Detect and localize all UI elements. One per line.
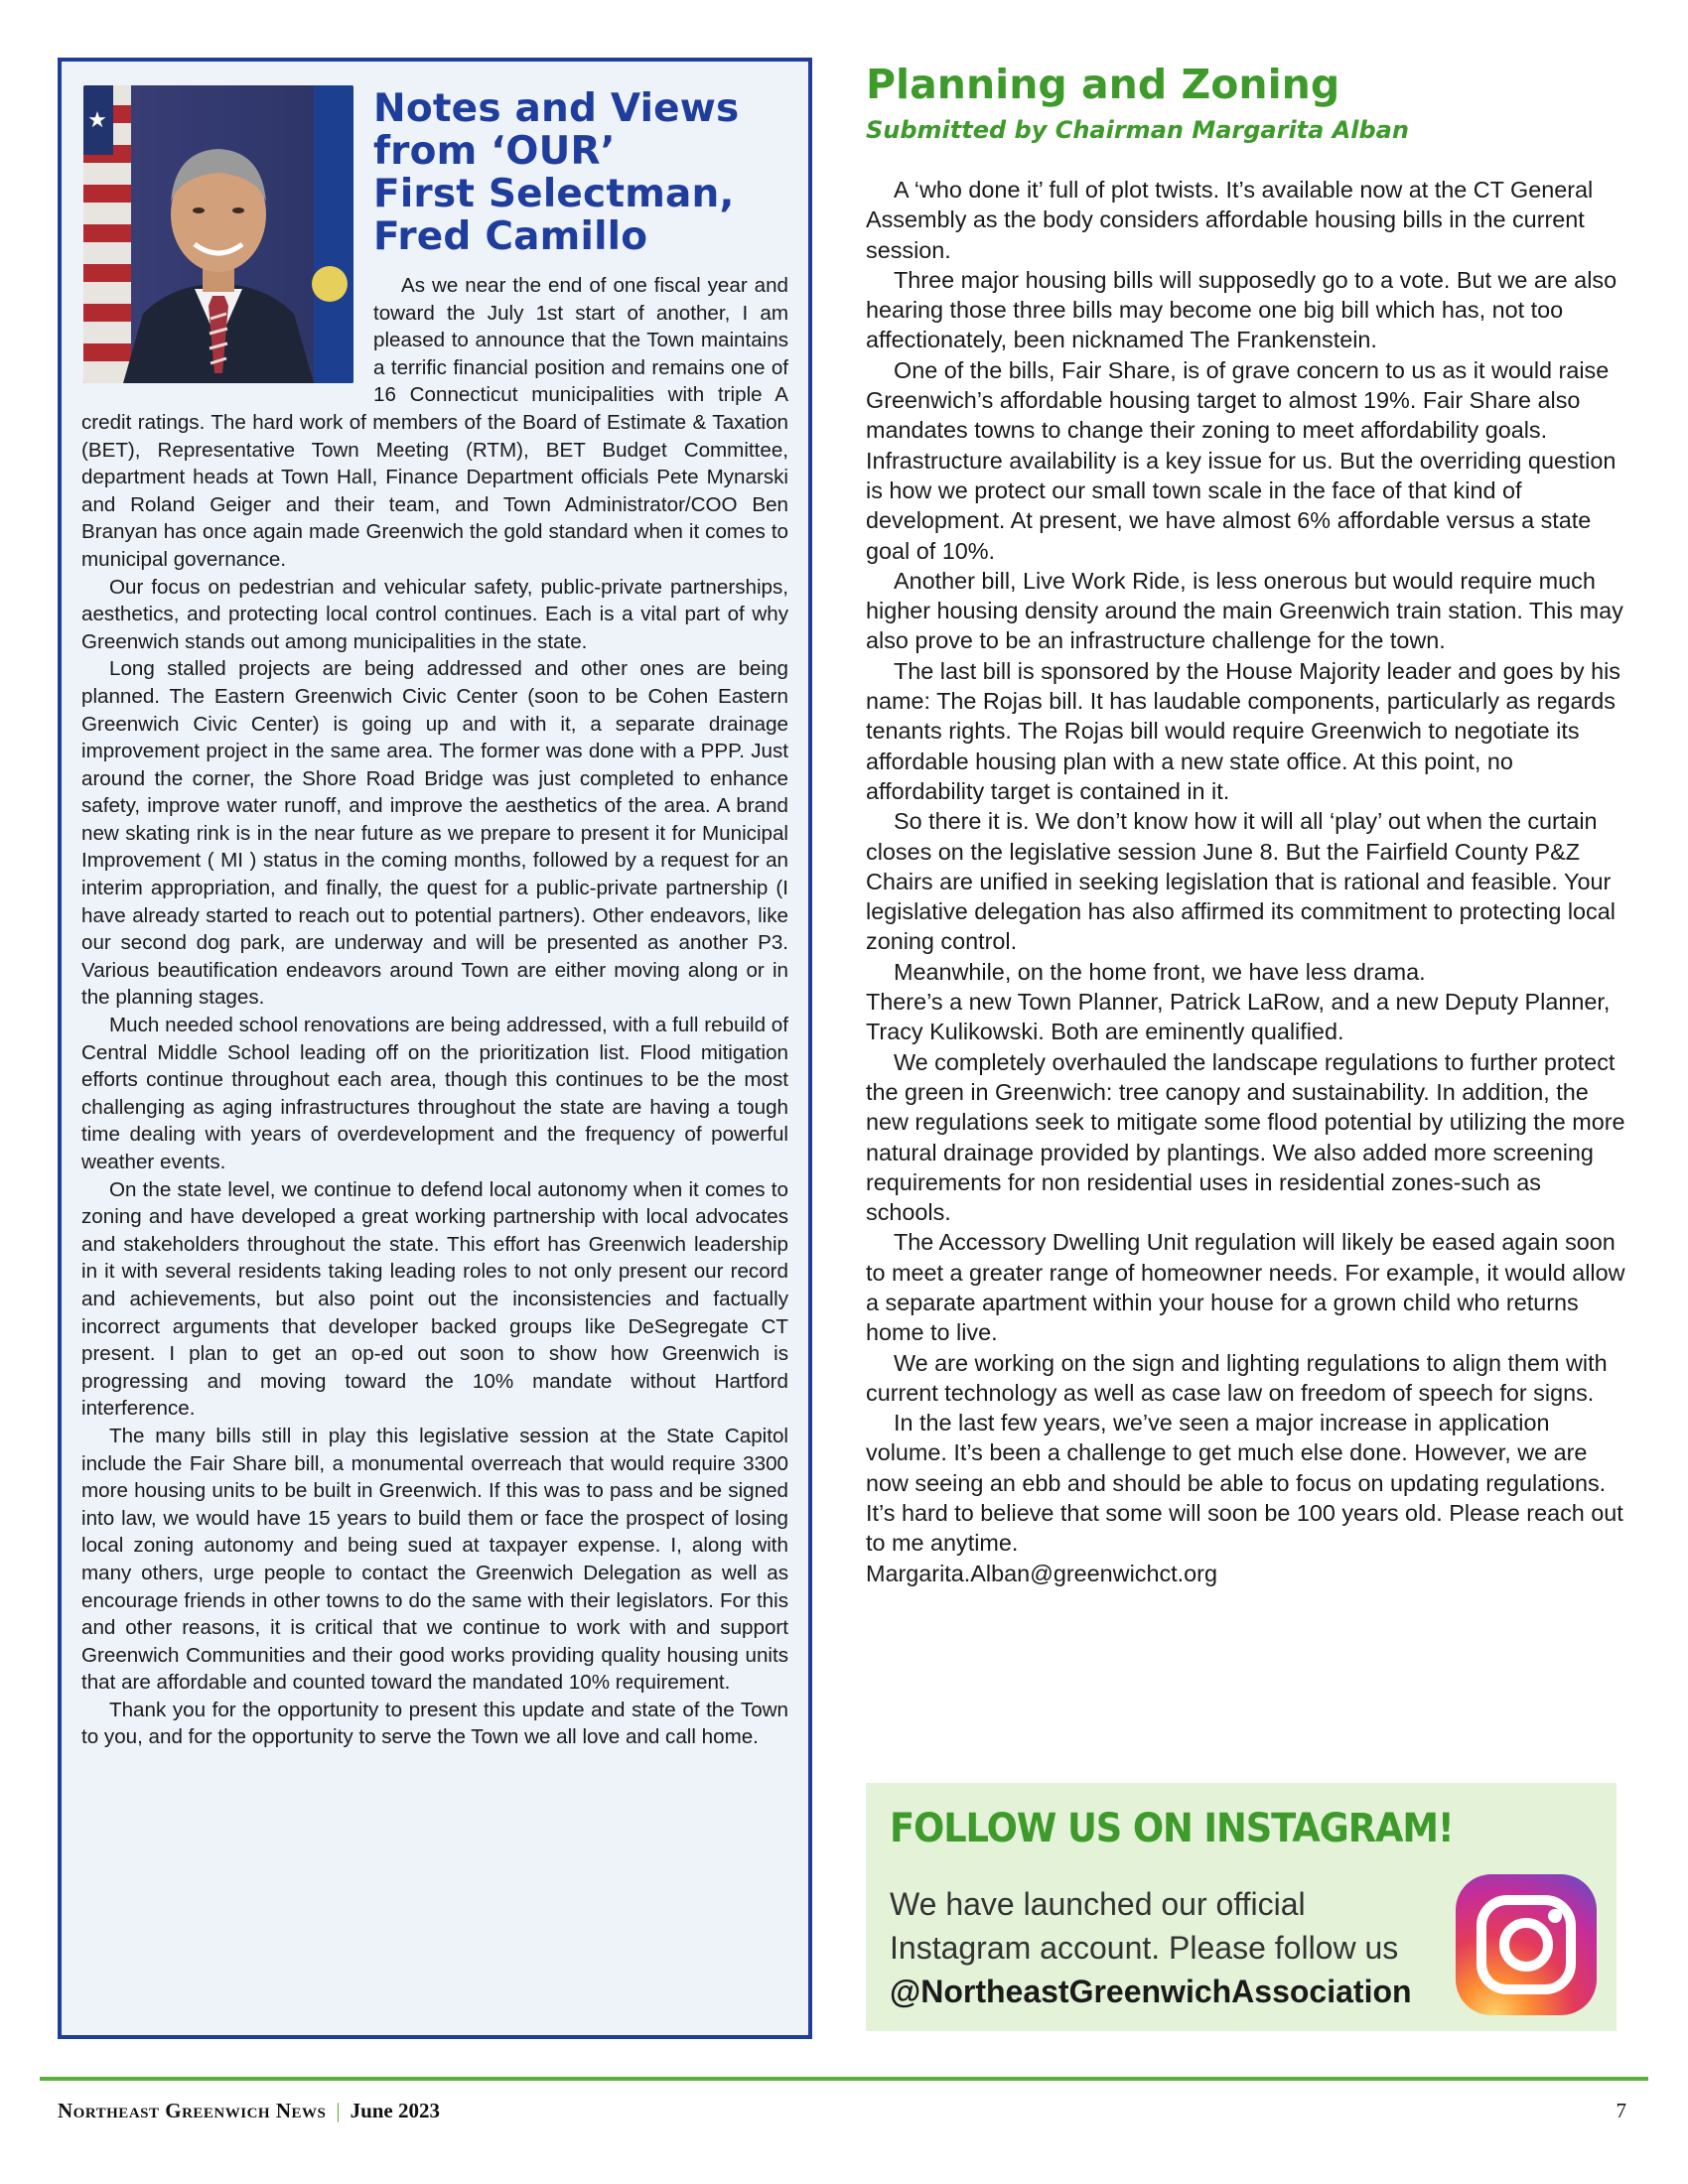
planning-zoning-article [866,60,1630,1588]
paragraph: A ‘who done it’ full of plot twists. It’s available now at the CT General Assembly as the body considers affordable housing bills in the current session. [866,177,1594,263]
title-line: Fred Camillo [373,214,648,259]
paragraph: Meanwhile, on the home front, we have less drama. [894,958,1426,985]
paragraph: There’s a new Town Planner, Patrick LaRow, and a new Deputy Planner, Tracy Kulikowski. Both are eminently qualified. [866,989,1611,1045]
paragraph: Three major housing bills will supposedly go to a vote. But we are also hearing those three bills may become one big bill which has, not too affectionately, been nicknamed The Frankenstein. [866,266,1618,353]
title-line: from ‘OUR’ [373,129,616,174]
author-email-link[interactable]: Margarita.Alban@greenwichct.org [866,1560,1217,1586]
paragraph: Our focus on pedestrian and vehicular safety, public-private partnerships, aesthetics, and protecting local control continues. Each is a vital part of why Greenwich stands out among municipalities in the state. [81,575,788,653]
promo-text [890,1882,1446,2013]
paragraph: As we near the end of one fiscal year and toward the July 1st start of another, I am pleased to announce that the Town maintains a terrific financial position and remains one of 16 Connecticut municipalities with triple A credit ratings. The hard work of members of the Board of Estimate & Taxation (BET), Representative Town Meeting (RTM), BET Budget Committee, department heads at Town Hall, Finance Department officials Pete Mynarski and Roland Geiger and their team, and Town Administrator/COO Ben Branyan has once again made Greenwich the gold standard when it comes to municipal governance. [81,274,788,571]
paragraph: In the last few years, we’ve seen a major increase in application volume. It’s been a challenge to get much else done. However, we are now seeing an ebb and should be able to focus on updating regulations. It’s hard to believe that some will soon be 100 years old. Please reach out to me anytime. [866,1410,1623,1557]
first-selectman-photo [83,85,353,383]
paragraph: Much needed school renovations are being addressed, with a full rebuild of Central Middle School leading off on the prioritization list. Flood mitigation efforts continue throughout each area, though this continues to be the most challenging as aging infrastructures throughout the state are having a tough time dealing with years of overdevelopment and the frequency of powerful weather events. [81,1014,788,1173]
title-line: First Selectman, [373,172,735,216]
title-line: Notes and Views [373,86,740,131]
paragraph: We completely overhauled the landscape regulations to further protect the green in Greenwich: tree canopy and sustainability. In addition, the new regulations seek to mitigate some flood potential by utilizing the more natural drainage provided by plantings. We also added more screening requirements for non residential uses in residential zones-such as schools. [866,1048,1625,1226]
footer-divider [40,2077,1648,2081]
selectman-article-box [58,58,812,2039]
selectman-article-body [81,272,788,1751]
footer-separator: | [336,2099,341,2122]
instagram-handle-link[interactable]: @NortheastGreenwichAssociation [890,1974,1412,2009]
paragraph: We are working on the sign and lighting regulations to align them with current technology as well as case law on freedom of speech for signs. [866,1349,1608,1406]
paragraph: The many bills still in play this legislative session at the State Capitol include the Fair Share bill, a monumental overreach that would require 3300 more housing units to be built in Greenwich. If this was to pass and be signed into law, we would have 15 years to build them or face the prospect of losing local zoning autonomy and being sued at taxpayer expense. I, along with many others, urge people to contact the Greenwich Delegation as well as encourage friends in other towns to do the same with their legislators. For this and other reasons, it is critical that we continue to work with and support Greenwich Communities and their good works providing quality housing units that are affordable and counted toward the mandated 10% requirement. [81,1424,788,1695]
paragraph: On the state level, we continue to defend local autonomy when it comes to zoning and have developed a great working partnership with local advocates and stakeholders throughout the state. This effort has Greenwich leadership in it with several residents taking leading roles to not only present our record and achievements, but also point out the inconsistencies and factually incorrect arguments that developer backed groups like DeSegregate CT present. I plan to get an op-ed out soon to show how Greenwich is progressing and moving toward the 10% mandate without Hartford interference. [81,1177,788,1421]
issue-date: June 2023 [350,2099,441,2122]
page-number: 7 [1616,2099,1626,2122]
promo-heading: FOLLOW US ON INSTAGRAM! [890,1806,1454,1851]
paragraph: Another bill, Live Work Ride, is less onerous but would require much higher housing density around the main Greenwich train station. This may also prove to be an infrastructure challenge for the town. [866,567,1623,654]
paragraph: So there it is. We don’t know how it will all ‘play’ out when the curtain closes on the legislative session June 8. But the Fairfield County P&Z Chairs are unified in seeking legislation that is rational and feasible. Your legislative delegation has also affirmed its commitment to protecting local zoning control. [866,808,1616,955]
paragraph: One of the bills, Fair Share, is of grave concern to us as it would raise Greenwich’s affordable housing target to almost 19%. Fair Share also mandates towns to change their zoning to meet affordability goals. Infrastructure availability is a key issue for us. But the overriding question is how we protect our small town scale in the face of that kind of development. At present, we have almost 6% affordable versus a state goal of 10%. [866,356,1617,564]
article-body [866,175,1630,1588]
promo-message: We have launched our official Instagram account. Please follow us [890,1886,1399,1966]
paragraph: Thank you for the opportunity to present this update and state of the Town to you, and for the opportunity to serve the Town we all love and call home. [81,1698,788,1749]
instagram-promo [866,1783,1617,2031]
article-byline: Submitted by Chairman Margarita Alban [866,116,1409,144]
instagram-icon[interactable] [1452,1870,1601,2019]
svg-text:★: ★ [87,108,107,133]
paragraph: The Accessory Dwelling Unit regulation will likely be eased again soon to meet a greater range of homeowner needs. For example, it would allow a separate apartment within your house for a grown child who returns home to live. [866,1229,1625,1346]
paragraph: Long stalled projects are being addressed and other ones are being planned. The Eastern Greenwich Civic Center (soon to be Cohen Eastern Greenwich Civic Center) is going up and with it, a separate drainage improvement project in the same area. The former was done with a PPP. Just around the corner, the Shore Road Bridge was just completed to enhance safety, improve water runoff, and improve the aesthetics of the area. A brand new skating rink is in the near future as we prepare to present it for Municipal Improvement ( MI ) status in the coming months, followed by a request for an interim appropriation, and finally, the quest for a public-private partnership (I have already started to reach out to potential partners). Other endeavors, like our second dog park, are underway and will be presented as another P3. Various beautification endeavors around Town are either moving along or in the planning stages. [81,657,788,1010]
article-title: Planning and Zoning [866,61,1340,108]
page-footer [58,2099,1626,2128]
paragraph: The last bill is sponsored by the House Majority leader and goes by his name: The Rojas bill. It has laudable components, particularly as regards tenants rights. The Rojas bill would require Greenwich to negotiate its affordable housing plan with a new state office. At this point, no affordability target is contained in it. [866,657,1620,804]
publication-name: Northeast Greenwich News [58,2099,327,2122]
